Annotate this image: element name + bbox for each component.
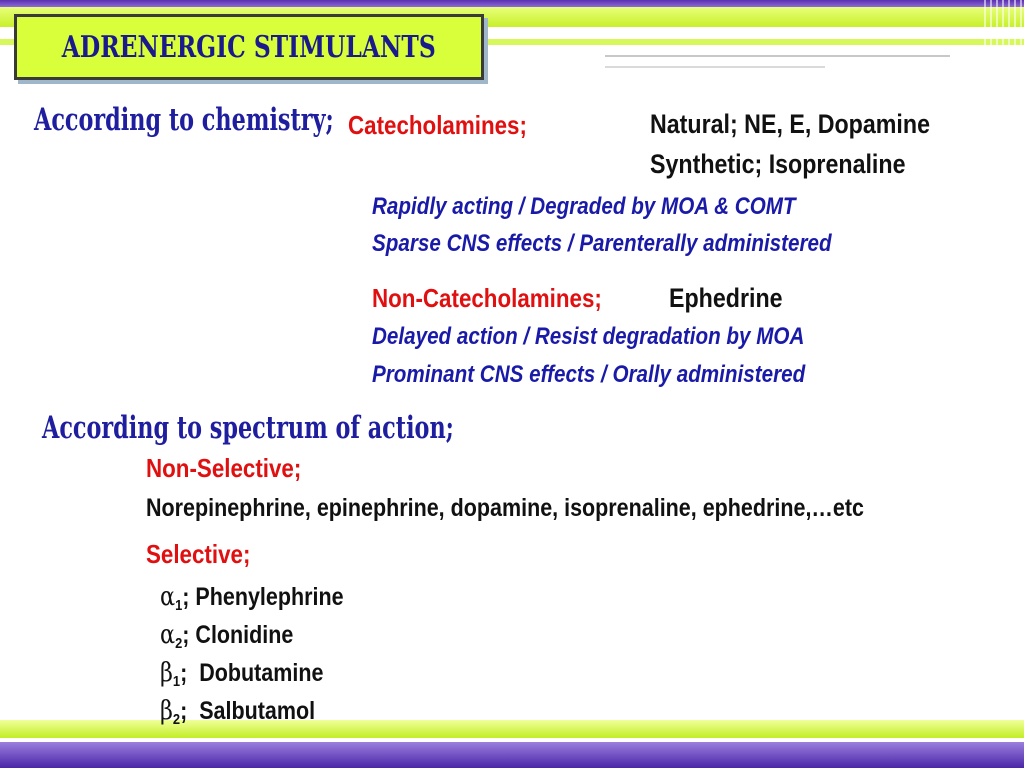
- non-catecholamines-example: Ephedrine: [669, 283, 783, 313]
- selective-label: Selective;: [146, 539, 251, 569]
- selective-item: [160, 698, 315, 727]
- decorative-rule: [605, 55, 950, 57]
- catecholamines-label: Catecholamines;: [348, 110, 527, 140]
- catecholamines-synthetic: Synthetic; Isoprenaline: [650, 149, 906, 179]
- receptor-subscript: 1: [172, 673, 181, 690]
- receptor-subscript: 2: [175, 635, 183, 652]
- decorative-bars: [984, 0, 1024, 45]
- non-selective-label: Non-Selective;: [146, 453, 302, 483]
- receptor-symbol: β: [160, 696, 173, 726]
- receptor-symbol: α: [160, 620, 176, 650]
- selective-item: [160, 622, 293, 651]
- decorative-rule: [605, 66, 825, 68]
- selective-drug: ; Dobutamine: [180, 659, 324, 687]
- non-catecholamines-note: Prominant CNS effects / Orally administered: [372, 361, 806, 388]
- receptor-subscript: 2: [172, 711, 181, 728]
- selective-drug: ; Phenylephrine: [182, 583, 344, 611]
- bottom-lime-band: [0, 720, 1024, 738]
- receptor-subscript: 1: [175, 597, 183, 614]
- spectrum-heading: According to spectrum of action;: [42, 410, 454, 446]
- top-purple-band: [0, 0, 1024, 7]
- non-selective-drugs: Norepinephrine, epinephrine, dopamine, isoprenaline, ephedrine,…etc: [146, 494, 865, 522]
- non-catecholamines-label: Non-Catecholamines;: [372, 283, 602, 313]
- non-catecholamines-note: Delayed action / Resist degradation by MOA: [372, 323, 805, 350]
- bottom-purple-band: [0, 742, 1024, 768]
- chemistry-heading: According to chemistry;: [34, 102, 334, 138]
- selective-item: [160, 660, 323, 689]
- receptor-symbol: α: [160, 582, 176, 612]
- receptor-symbol: β: [160, 658, 173, 688]
- slide-title: ADRENERGIC STIMULANTS: [62, 29, 436, 65]
- catecholamines-note: Sparse CNS effects / Parenterally administered: [372, 230, 832, 257]
- selective-drug: ; Clonidine: [182, 621, 294, 649]
- catecholamines-note: Rapidly acting / Degraded by MOA & COMT: [372, 193, 796, 220]
- selective-drug: ; Salbutamol: [180, 697, 316, 725]
- title-box: [14, 14, 484, 80]
- catecholamines-natural: Natural; NE, E, Dopamine: [650, 109, 930, 139]
- selective-item: [160, 584, 344, 613]
